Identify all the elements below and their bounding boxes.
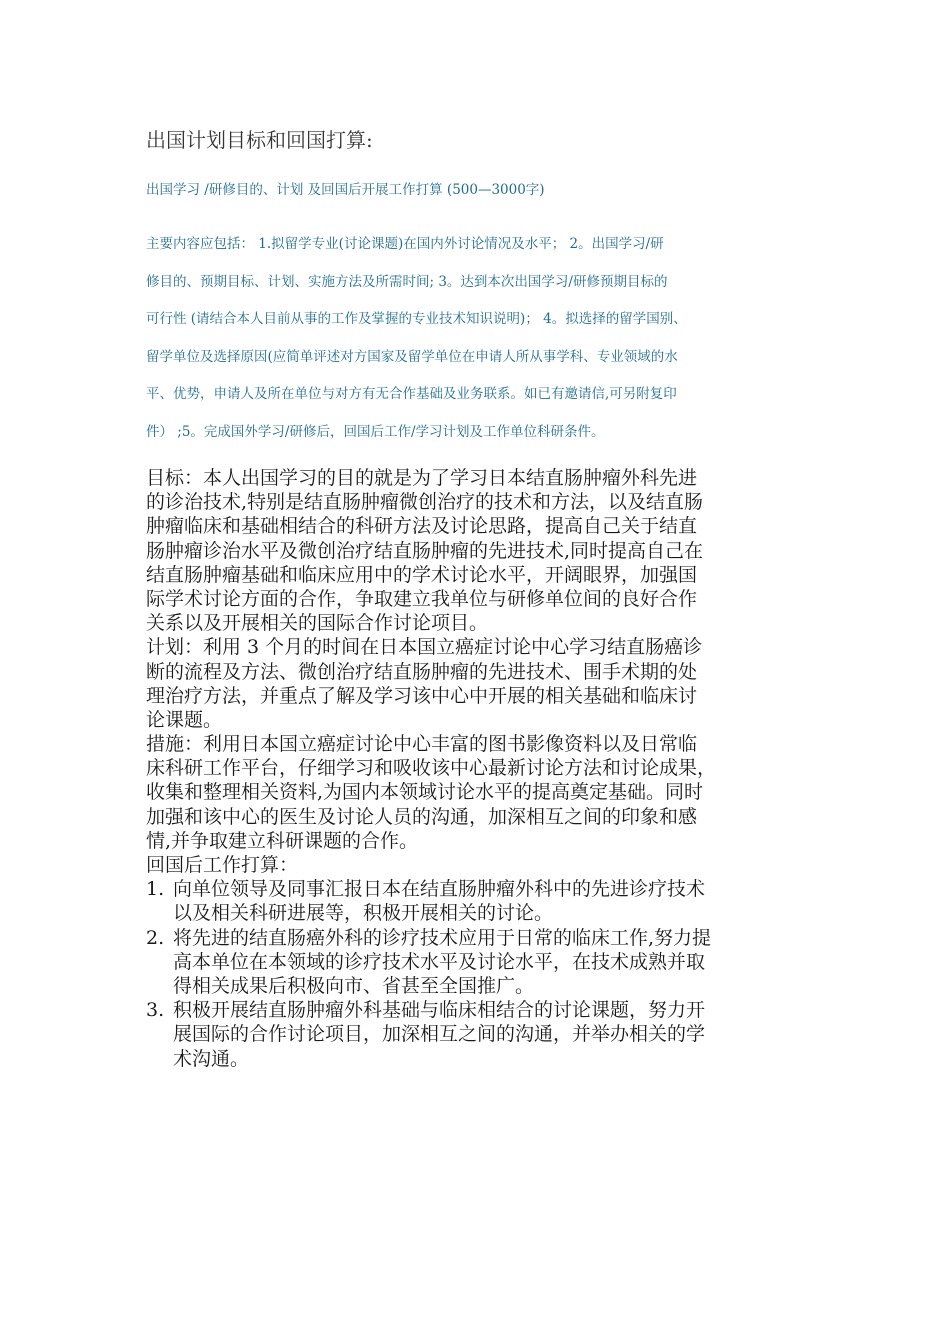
text-line: 向单位领导及同事汇报日本在结直肠肿瘤外科中的先进诊疗技术 — [173, 878, 706, 901]
guide-line: 平、优势，申请人及所在单位与对方有无合作基础及业务联系。如已有邀请信,可另附复印 — [146, 386, 677, 402]
plan-paragraph — [146, 635, 818, 732]
list-number: 1. — [146, 878, 165, 901]
text-line: 断的流程及方法、微创治疗结直肠肿瘤的先进技术、围手术期的处 — [146, 660, 698, 683]
text-line: 收集和整理相关资料,为国内本领域讨论水平的提高奠定基础。同时 — [146, 781, 704, 804]
list-item — [146, 926, 818, 999]
text-line: 肿瘤临床和基础相结合的科研方法及讨论思路，提高自己关于结直 — [146, 515, 698, 538]
text-line: 结直肠肿瘤基础和临床应用中的学术讨论水平，开阔眼界，加强国 — [146, 563, 698, 586]
text-line: 以及相关科研进展等，积极开展相关的讨论。 — [173, 902, 554, 925]
text-line: 肠肿瘤诊治水平及微创治疗结直肠肿瘤的先进技术,同时提高自己在 — [146, 539, 704, 562]
guide-instructions — [146, 226, 826, 451]
text-line: 术沟通。 — [173, 1047, 250, 1070]
page-title: 出国计划目标和回国打算: — [146, 128, 373, 152]
text-line: 床科研工作平台，仔细学习和吸收该中心最新讨论方法和讨论成果， — [146, 757, 717, 780]
guide-line: 留学单位及选择原因(应简单评述对方国家及留学单位在申请人所从事学科、专业领域的水 — [146, 348, 678, 365]
goal-paragraph — [146, 466, 818, 635]
text-line: 关系以及开展相关的国际合作讨论项目。 — [146, 612, 489, 635]
guide-line: 修目的、预期目标、计划、实施方法及所需时间; 3。达到本次出国学习/研修预期目标的 — [146, 273, 668, 290]
text-line: 得相关成果后积极向市、省甚至全国推广。 — [173, 974, 535, 997]
text-line: 论课题。 — [146, 708, 223, 731]
list-item — [146, 877, 818, 925]
text-line: 高本单位在本领域的诊疗技术水平及讨论水平，在技术成熟并取 — [173, 950, 706, 973]
list-item — [146, 998, 818, 1071]
guide-line: 可行性 (请结合本人目前从事的工作及掌握的专业技术知识说明)； 4。拟选择的留学国别、 — [146, 311, 687, 327]
text-line: 措施：利用日本国立癌症讨论中心丰富的图书影像资料以及日常临 — [146, 733, 698, 756]
text-line: 情,并争取建立科研课题的合作。 — [146, 829, 419, 852]
text-line: 将先进的结直肠癌外科的诊疗技术应用于日常的临床工作,努力提 — [173, 926, 712, 949]
text-line: 理治疗方法，并重点了解及学习该中心中开展的相关基础和临床讨 — [146, 684, 698, 707]
text-line: 目标：本人出国学习的目的就是为了学习日本结直肠肿瘤外科先进 — [146, 467, 698, 489]
text-line: 的诊治技术,特别是结直肠肿瘤微创治疗的技术和方法，以及结直肠 — [146, 491, 704, 514]
text-line: 积极开展结直肠肿瘤外科基础与临床相结合的讨论课题，努力开 — [173, 999, 706, 1022]
text-line: 计划：利用 3 个月的时间在日本国立癌症讨论中心学习结直肠癌诊 — [146, 636, 703, 659]
measures-paragraph — [146, 732, 818, 853]
document-body — [146, 466, 818, 1071]
return-plan-heading: 回国后工作打算： — [146, 854, 299, 876]
text-line: 加强和该中心的医生及讨论人员的沟通，加深相互之间的印象和感 — [146, 805, 698, 828]
guide-line: 主要内容应包括： 1.拟留学专业(讨论课题)在国内外讨论情况及水平； 2。出国学习/研 — [146, 236, 664, 252]
text-line: 际学术讨论方面的合作，争取建立我单位与研修单位间的良好合作 — [146, 587, 698, 610]
section-subtitle: 出国学习 /研修目的、计划 及回国后开展工作打算 (500—3000字) — [146, 182, 545, 198]
list-number: 2. — [146, 926, 165, 949]
text-line: 展国际的合作讨论项目，加深相互之间的沟通，并举办相关的学 — [173, 1023, 706, 1046]
guide-line: 件） ;5。完成国外学习/研修后，回国后工作/学习计划及工作单位科研条件。 — [146, 423, 605, 440]
list-number: 3. — [146, 999, 165, 1022]
